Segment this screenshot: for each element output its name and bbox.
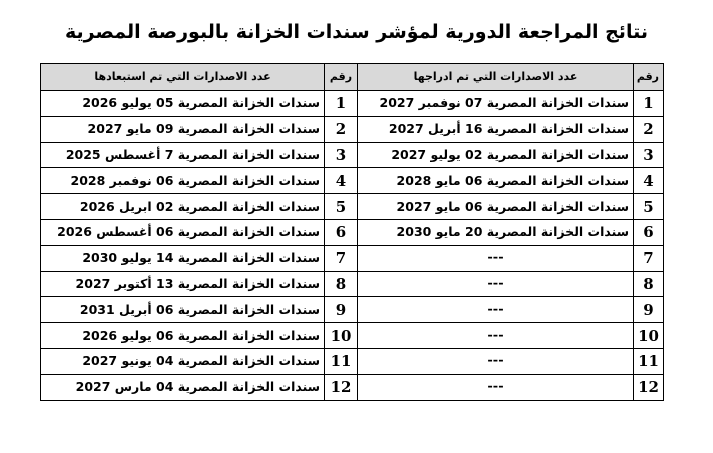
table-row xyxy=(41,219,664,245)
rank-included-cell: 2 xyxy=(634,116,664,142)
rank-excluded-cell: 12 xyxy=(325,374,358,400)
table-row xyxy=(41,374,664,400)
rank-included-cell: 8 xyxy=(634,271,664,297)
excluded-issue-cell: سندات الخزانة المصرية 04 يونيو 2027 xyxy=(41,348,325,374)
excluded-issue-cell: سندات الخزانة المصرية 7 أغسطس 2025 xyxy=(41,142,325,168)
rank-included-cell: 12 xyxy=(634,374,664,400)
rank-excluded-cell: 10 xyxy=(325,323,358,349)
treasury-bonds-table xyxy=(40,63,664,401)
included-issue-cell: سندات الخزانة المصرية 16 أبريل 2027 xyxy=(358,116,634,142)
header-included: عدد الاصدارات التي تم ادراجها xyxy=(358,64,634,91)
rank-included-cell: 5 xyxy=(634,194,664,220)
page-title: نتائج المراجعة الدورية لمؤشر سندات الخزانة بالبورصة المصرية xyxy=(65,21,648,43)
rank-excluded-cell: 1 xyxy=(325,91,358,117)
included-issue-cell: سندات الخزانة المصرية 06 مايو 2028 xyxy=(358,168,634,194)
table-header-row xyxy=(41,64,664,91)
table-row xyxy=(41,348,664,374)
rank-excluded-cell: 2 xyxy=(325,116,358,142)
excluded-issue-cell: سندات الخزانة المصرية 04 مارس 2027 xyxy=(41,374,325,400)
rank-included-cell: 6 xyxy=(634,219,664,245)
included-issue-cell: سندات الخزانة المصرية 02 يوليو 2027 xyxy=(358,142,634,168)
table-row xyxy=(41,194,664,220)
included-issue-cell: --- xyxy=(358,245,634,271)
table-row xyxy=(41,91,664,117)
header-rank-excluded: رقم xyxy=(325,64,358,91)
rank-excluded-cell: 11 xyxy=(325,348,358,374)
rank-included-cell: 7 xyxy=(634,245,664,271)
rank-excluded-cell: 5 xyxy=(325,194,358,220)
rank-included-cell: 4 xyxy=(634,168,664,194)
table-row xyxy=(41,116,664,142)
header-rank-included: رقم xyxy=(634,64,664,91)
excluded-issue-cell: سندات الخزانة المصرية 09 مايو 2027 xyxy=(41,116,325,142)
table-row xyxy=(41,323,664,349)
included-issue-cell: --- xyxy=(358,374,634,400)
rank-excluded-cell: 9 xyxy=(325,297,358,323)
rank-excluded-cell: 3 xyxy=(325,142,358,168)
excluded-issue-cell: سندات الخزانة المصرية 06 أغسطس 2026 xyxy=(41,219,325,245)
table-row xyxy=(41,271,664,297)
rank-included-cell: 11 xyxy=(634,348,664,374)
table-row xyxy=(41,168,664,194)
excluded-issue-cell: سندات الخزانة المصرية 02 ابريل 2026 xyxy=(41,194,325,220)
rank-excluded-cell: 7 xyxy=(325,245,358,271)
included-issue-cell: --- xyxy=(358,323,634,349)
table-row xyxy=(41,297,664,323)
rank-excluded-cell: 6 xyxy=(325,219,358,245)
included-issue-cell: --- xyxy=(358,348,634,374)
header-excluded: عدد الاصدارات التي تم استبعادها xyxy=(41,64,325,91)
excluded-issue-cell: سندات الخزانة المصرية 06 نوفمبر 2028 xyxy=(41,168,325,194)
table-body xyxy=(41,91,664,401)
excluded-issue-cell: سندات الخزانة المصرية 13 أكتوبر 2027 xyxy=(41,271,325,297)
included-issue-cell: سندات الخزانة المصرية 06 مايو 2027 xyxy=(358,194,634,220)
included-issue-cell: --- xyxy=(358,271,634,297)
rank-included-cell: 10 xyxy=(634,323,664,349)
rank-included-cell: 9 xyxy=(634,297,664,323)
rank-included-cell: 3 xyxy=(634,142,664,168)
excluded-issue-cell: سندات الخزانة المصرية 06 يوليو 2026 xyxy=(41,323,325,349)
rank-included-cell: 1 xyxy=(634,91,664,117)
rank-excluded-cell: 8 xyxy=(325,271,358,297)
rank-excluded-cell: 4 xyxy=(325,168,358,194)
included-issue-cell: سندات الخزانة المصرية 07 نوفمبر 2027 xyxy=(358,91,634,117)
excluded-issue-cell: سندات الخزانة المصرية 06 أبريل 2031 xyxy=(41,297,325,323)
included-issue-cell: --- xyxy=(358,297,634,323)
excluded-issue-cell: سندات الخزانة المصرية 14 يوليو 2030 xyxy=(41,245,325,271)
excluded-issue-cell: سندات الخزانة المصرية 05 يوليو 2026 xyxy=(41,91,325,117)
table-row xyxy=(41,142,664,168)
table-row xyxy=(41,245,664,271)
included-issue-cell: سندات الخزانة المصرية 20 مايو 2030 xyxy=(358,219,634,245)
